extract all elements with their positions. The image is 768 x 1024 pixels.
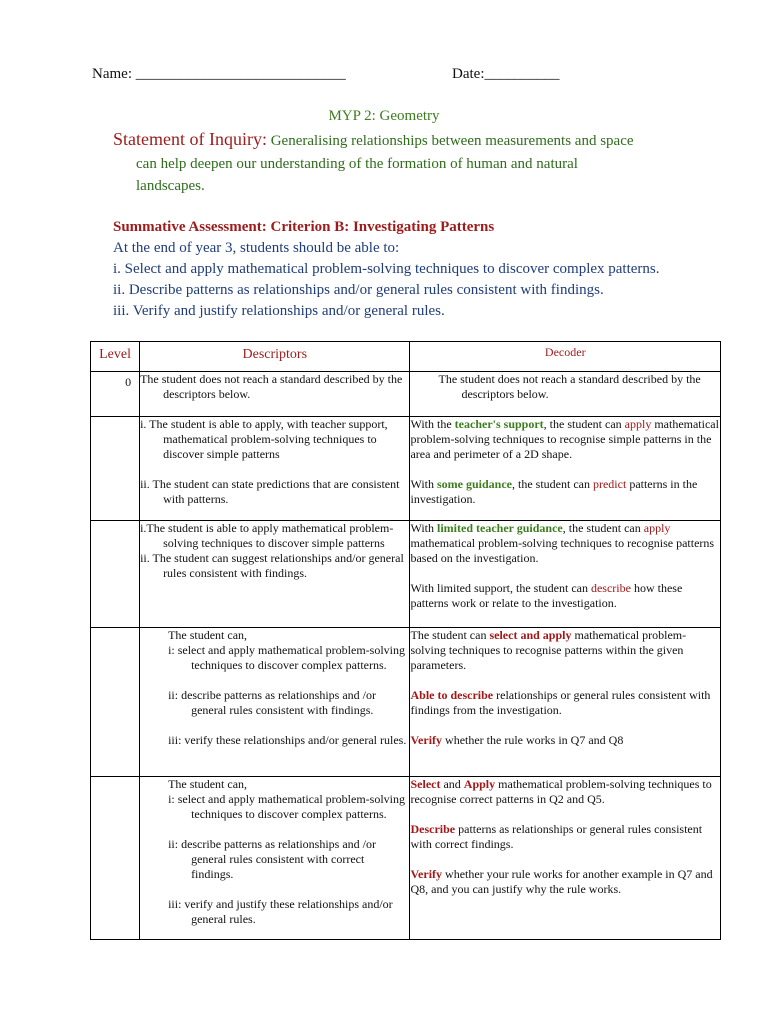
rubric-table [90,341,721,940]
descriptor-cell [140,372,410,417]
descriptor-text: i. The student is able to apply, with teacher support, mathematical problem-solving techniques to discover simple patterns [140,417,388,461]
header-level: Level [91,342,140,372]
descriptor-text: The student does not reach a standard described by the descriptors below. [140,372,403,401]
inquiry-label: Statement of Inquiry: [113,129,267,149]
decoder-cell [410,628,721,777]
header-decoder: Decoder [410,342,721,372]
page-title: MYP 2: Geometry [328,108,440,124]
decoder-cell [410,372,721,417]
statement-of-inquiry [113,128,673,198]
table-row [91,521,721,628]
table-row [91,372,721,417]
descriptor-text: iii: verify and justify these relationships and/or general rules. [168,897,393,926]
descriptor-cell [140,777,410,940]
descriptor-text: The student can, [168,777,248,791]
level-cell: 0 [91,372,140,417]
descriptor-text: i: select and apply mathematical problem-solving techniques to discover complex patterns. [168,792,405,821]
decoder-cell [410,521,721,628]
decoder-text: The student can select and apply mathematical problem-solving techniques to recognise patterns within the given parameters. [410,628,687,672]
table-header-row [91,342,721,372]
decoder-text: With some guidance, the student can predict patterns in the investigation. [410,477,698,506]
inquiry-line-2: can help deepen our understanding of the formation of human and natural [136,155,578,172]
date-field-label: Date:__________ [452,66,560,82]
descriptor-text: ii. The student can state predictions that are consistent with patterns. [140,477,400,506]
descriptor-text: ii: describe patterns as relationships and /or general rules consistent with findings. [168,688,377,717]
descriptor-cell [140,417,410,521]
table-row [91,417,721,521]
decoder-text: The student does not reach a standard described by the descriptors below. [438,372,701,401]
inquiry-line-1: Generalising relationships between measurements and space [270,133,634,149]
descriptor-text: iii: verify these relationships and/or general rules. [168,733,407,747]
objective-1: i. Select and apply mathematical problem-solving techniques to discover complex patterns. [113,261,660,277]
assessment-intro: At the end of year 3, students should be able to: [113,240,400,256]
objective-3: iii. Verify and justify relationships and/or general rules. [113,303,445,319]
header-descriptors: Descriptors [140,342,410,372]
table-row [91,628,721,777]
objective-2: ii. Describe patterns as relationships and/or general rules consistent with findings. [113,282,604,298]
decoder-cell [410,777,721,940]
decoder-text: Describe patterns as relationships or general rules consistent with correct findings. [410,822,703,851]
descriptor-cell [140,628,410,777]
descriptor-text: The student can, [168,628,248,642]
decoder-text: Select and Apply mathematical problem-solving techniques to recognise correct patterns in Q2 and Q5. [410,777,712,806]
level-cell [91,521,140,628]
decoder-text: Verify whether your rule works for another example in Q7 and Q8, and you can justify why the rule works. [410,867,713,896]
level-cell [91,417,140,521]
descriptor-text: ii: describe patterns as relationships and /or general rules consistent with correct findings. [168,837,377,881]
descriptor-text: i: select and apply mathematical problem-solving techniques to discover complex patterns. [168,643,405,672]
descriptor-cell [140,521,410,628]
inquiry-line-3: landscapes. [136,178,205,194]
decoder-cell [410,417,721,521]
decoder-text: Able to describe relationships or general rules consistent with findings from the investigation. [410,688,711,717]
level-cell [91,777,140,940]
level-cell [91,628,140,777]
decoder-text: Verify whether the rule works in Q7 and Q8 [410,733,624,747]
descriptor-text: ii. The student can suggest relationships and/or general rules consistent with findings. [140,551,404,580]
name-field-label: Name: ____________________________ [92,66,346,82]
decoder-text: With limited teacher guidance, the student can apply mathematical problem-solving techniques to recognise patterns based on the investigation. [410,521,715,565]
decoder-text: With limited support, the student can describe how these patterns work or relate to the investigation. [410,581,683,610]
assessment-heading: Summative Assessment: Criterion B: Investigating Patterns [113,219,495,235]
descriptor-text: i.The student is able to apply mathematical problem-solving techniques to discover simple patterns [140,521,394,550]
decoder-text: With the teacher's support, the student can apply mathematical problem-solving techniques to recognise simple patterns in the area and perimeter of a 2D shape. [410,417,719,461]
table-row [91,777,721,940]
